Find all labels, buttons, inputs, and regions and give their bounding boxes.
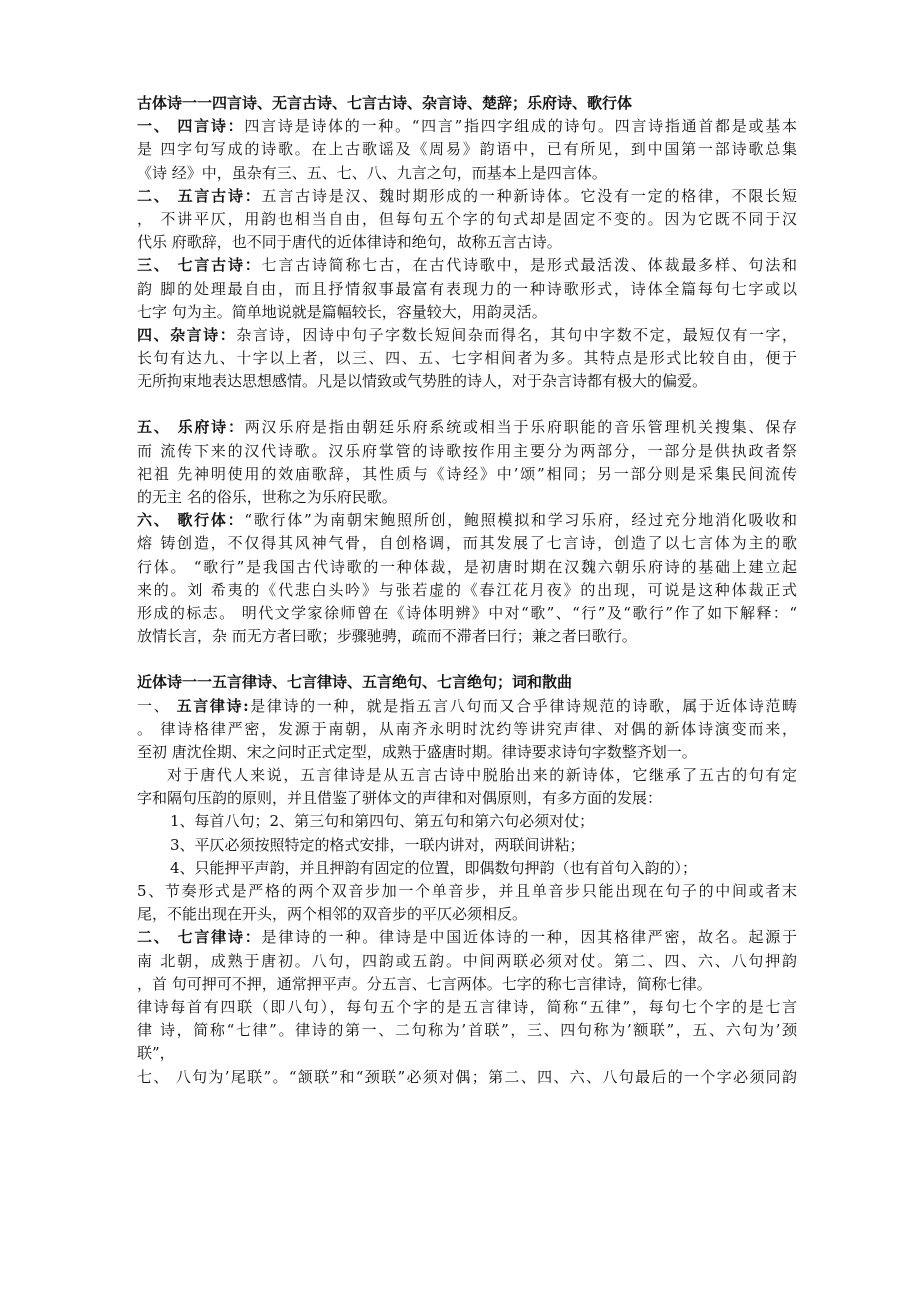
para-five-ancient-line3: 代乐 府歌辞，也不同于唐代的近体律诗和绝句，故称五言古诗。 (137, 233, 562, 252)
rule-item-3: 3、平仄必须按照特定的格式安排，一联内讲对，两联间讲粘； (170, 835, 585, 854)
para-qilv-line3: ，首 句可押可不押，通常押平声。分五言、七言两体。七字的称七言律诗，简称七律。 (137, 974, 712, 993)
para-wulv-dev-line2: 字和隔句压韵的原则，并且借鉴了骈体文的声律和对偶原则，有多方面的发展： (137, 789, 663, 808)
para-mixed-line2: 长句有达九、十字以上者，以三、四、五、七字相间者为多。其特点是形式比较自由，便于 (137, 349, 797, 368)
para-mixed-line3: 无所拘束地表达思想感情。凡是以情致或气势胜的诗人，对于杂言诗都有极大的偏爱。 (137, 372, 708, 391)
para-seven-ancient-line1: 三、 七言古诗：七言古诗简称七古，在古代诗歌中，是形式最活泼、体裁最多样、句法和 (137, 256, 797, 275)
para-five-ancient-line2: ， 不讲平仄，用韵也相当自由，但每句五个字的句式却是固定不变的。因为它既不同于汉 (137, 209, 797, 228)
para-gexing-line1: 六、 歌行体：“歌行体”为南朝宋鲍照所创，鲍照模拟和学习乐府，经过充分地消化吸收和 (137, 511, 797, 530)
rule-item-1: 1、每首八句；2、第三句和第四句、第五句和第六句必须对仗； (170, 812, 595, 831)
para-yuefu-line4: 的无主 名的俗乐，世称之为乐府民歌。 (137, 488, 397, 506)
para-wulv-line1: 一、 五言律诗:是律诗的一种，就是指五言八句而又合乎律诗规范的诗歌，属于近体诗范畴 (137, 696, 797, 715)
blank-line (137, 648, 797, 671)
rule-item-5-line2: 尾，不能出现在开头，两个相邻的双音步的平仄必须相反。 (137, 905, 528, 924)
section-heading-ancient: 古体诗一一四言诗、无言古诗、七言古诗、杂言诗、楚辞；乐府诗、歌行体 (137, 94, 633, 112)
para-gexing-line2: 熔 铸创造，不仅得其风神气骨，自创格调，而其发展了七言诗，创造了以七言体为主的歌 (137, 534, 797, 553)
para-gexing-line3: 行体。 “歌行”是我国古代诗歌的一种体裁，是初唐时期在汉魏六朝乐府诗的基础上建立起 (137, 557, 797, 576)
term-label: 五言律诗: (176, 696, 249, 715)
blank-line (137, 393, 797, 416)
para-yuefu-line3: 祀祖 先神明使用的效庙歌辞，其性质与《诗经》中’颂”相同；另一部分则是采集民间流传 (137, 464, 797, 483)
term-label: 四、杂言诗： (137, 325, 237, 344)
term-label: 三、 七言古诗： (137, 256, 262, 275)
para-four-char-line3: 《诗 经》中，虽杂有三、五、七、八、九言之句，而基本上是四言体。 (137, 163, 607, 182)
para-four-char-line1: 一、 四言诗：四言诗是诗体的一种。“四言”指四字组成的诗句。四言诗指通首都是或基本 (137, 117, 797, 136)
para-five-ancient-line1: 二、 五言古诗：五言古诗是汉、魏时期形成的一种新诗体。它没有一定的格律，不限长短 (137, 186, 797, 205)
para-gexing-line6: 放情长言，杂 而无方者曰歌；步骤驰骋，疏而不滞者曰行；兼之者曰歌行。 (137, 627, 637, 646)
rule-item-5-line1: 5、节奏形式是严格的两个双音步加一个单音步，并且单音步只能出现在句子的中间或者末 (137, 882, 797, 900)
para-seven-ancient-line3: 七字 句为主。简单地说就是篇幅较长，容量较大，用韵灵活。 (137, 302, 547, 321)
rule-item-4: 4、只能押平声韵，并且押韵有固定的位置，即偶数句押韵（也有首句入韵的）； (170, 858, 698, 877)
document-page (137, 92, 797, 1089)
para-qilv-line1: 二、 七言律诗：是律诗的一种。律诗是中国近体诗的一种，因其格律严密，故名。起源于 (137, 928, 797, 947)
para-qilv-line6: 联”， (137, 1044, 175, 1063)
para-yuefu-line2: 而 流传下来的汉代诗歌。汉乐府掌管的诗歌按作用主要分为两部分，一部分是供执政者祭 (137, 441, 797, 460)
para-gexing-line5: 形成的标志。 明代文学家徐师曾在《诗体明辨》中对“歌”、“行”及“歌行”作了如下解释：“ (137, 603, 797, 622)
term-label: 二、 七言律诗： (137, 928, 262, 947)
section-heading-modern: 近体诗一一五言律诗、七言律诗、五言绝句、七言绝句；词和散曲 (137, 673, 573, 692)
para-qilv-line4: 律诗每首有四联（即八句），每句五个字的是五言律诗，简称“五律”，每句七个字的是七言 (137, 997, 797, 1016)
para-qilv-line2: 南 北朝，成熟于唐初。八句，四韵或五韵。中间两联必须对仗。第二、四、六、八句押韵 (137, 951, 797, 970)
para-mixed-line1: 四、杂言诗：杂言诗，因诗中句子字数长短间杂而得名，其句中字数不定，最短仅有一字， (137, 325, 797, 344)
para-wulv-dev-line1: 对于唐代人来说，五言律诗是从五言古诗中脱胎出来的新诗体，它继承了五古的句有定 (167, 766, 797, 785)
para-four-char-line2: 是 四字句写成的诗歌。在上古歌谣及《周易》韵语中，已有所见，到中国第一部诗歌总集 (137, 140, 797, 159)
para-yuefu-line1: 五、 乐府诗：两汉乐府是指由朝廷乐府系统或相当于乐府职能的音乐管理机关搜集、保存 (137, 418, 797, 437)
para-wulv-line3: 至初 唐沈佺期、宋之问时正式定型，成熟于盛唐时期。律诗要求诗句字数整齐划一。 (137, 742, 697, 761)
para-qilv-line5: 律 诗，简称“七律”。律诗的第一、二句称为’首联”，三、四句称为’额联”，五、六句为’颈 (137, 1021, 797, 1040)
para-gexing-line4: 来的。刘 希夷的《代悲白头吟》与张若虚的《春江花月夜》的出现，可说是这种体裁正式 (137, 580, 797, 599)
term-label: 五、 乐府诗： (137, 418, 245, 437)
para-qilv-line7: 七、 八句为’尾联”。“颔联”和“颈联”必须对偶；第二、四、六、八句最后的一个字必须同韵 (137, 1067, 797, 1086)
term-label: 六、 歌行体： (137, 511, 245, 530)
term-label: 二、 五言古诗： (137, 186, 262, 205)
term-label: 一、 四言诗： (137, 117, 245, 136)
para-wulv-line2: 。 律诗格律严密，发源于南朝，从南齐永明时沈约等讲究声律、对偶的新体诗演变而来， (137, 719, 797, 738)
para-seven-ancient-line2: 韵 脚的处理最自由，而且抒情叙事最富有表现力的一种诗歌形式，诗体全篇每句七字或以 (137, 279, 797, 298)
